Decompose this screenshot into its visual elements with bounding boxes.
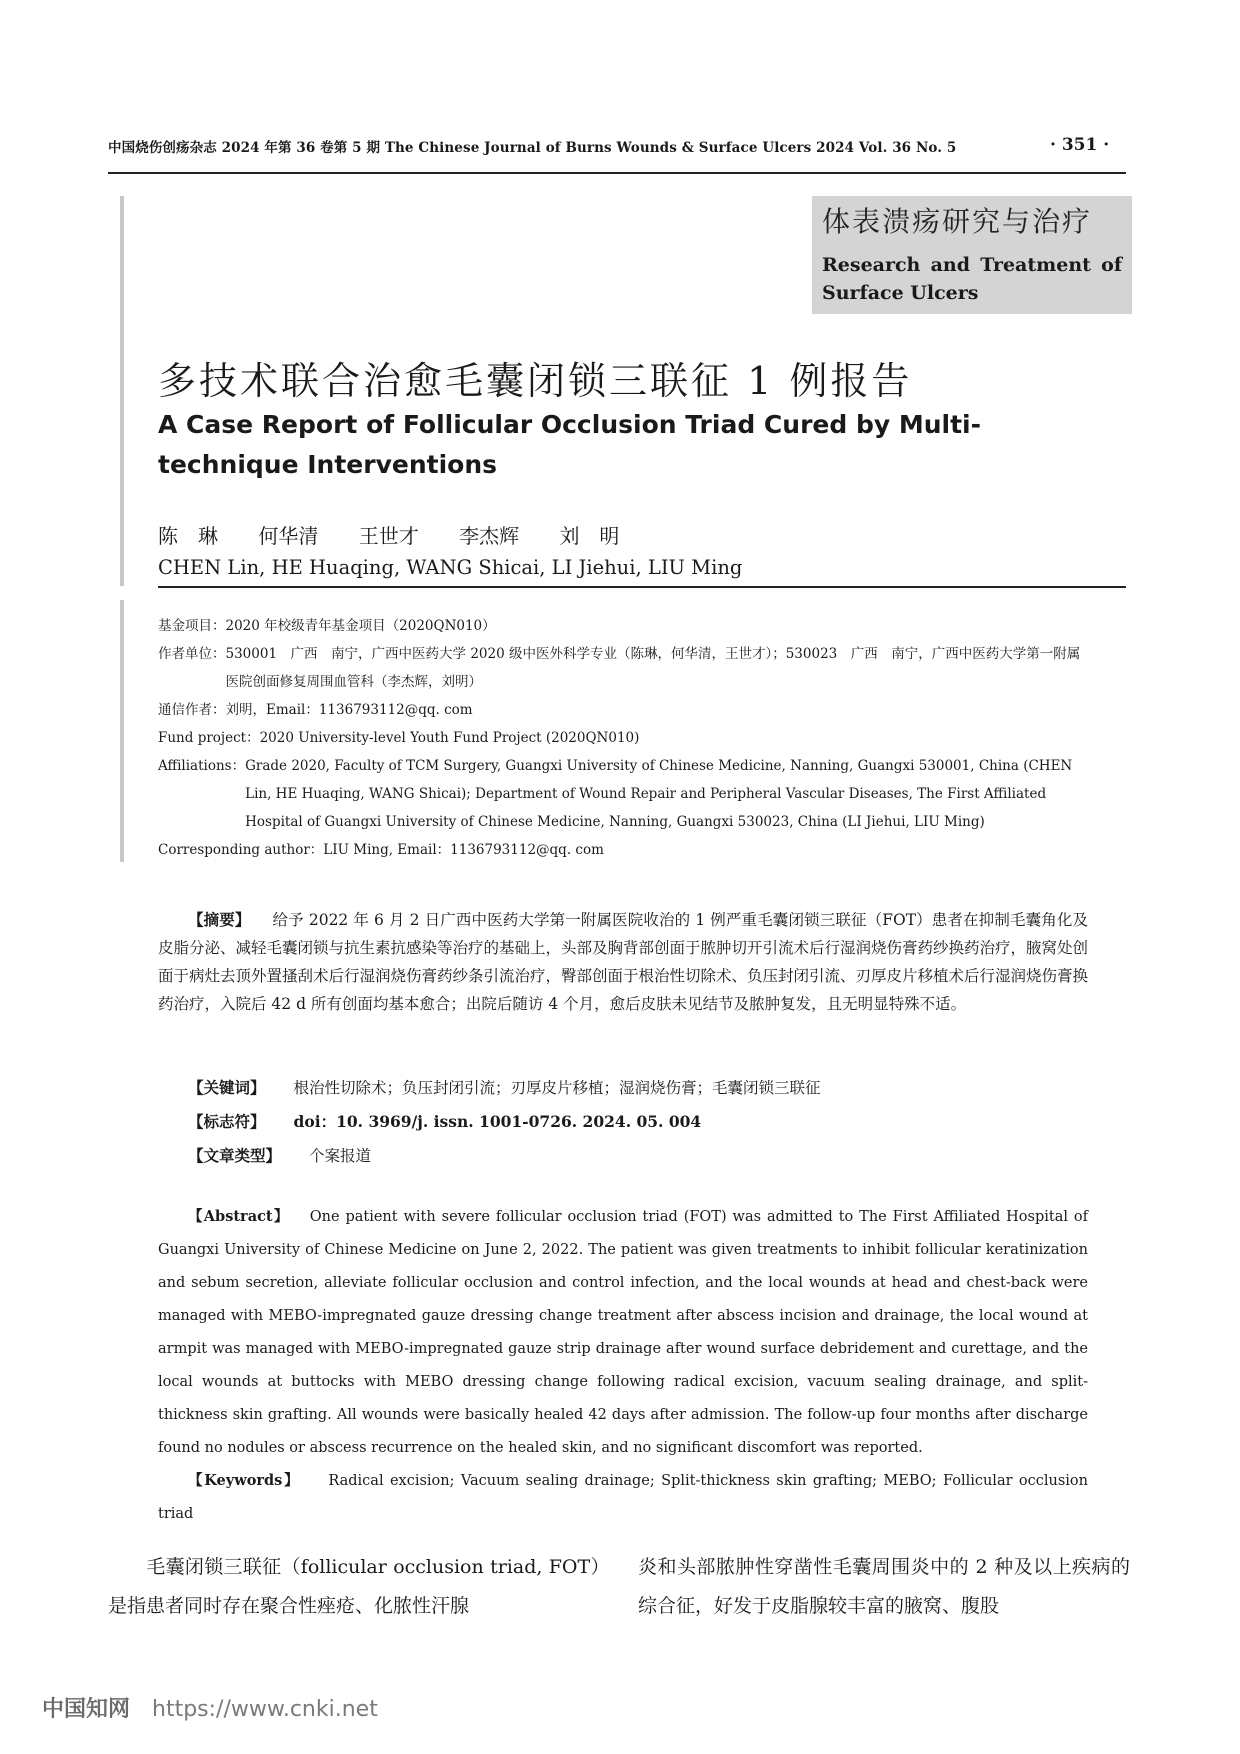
keywords-en-label: 【Keywords】: [188, 1472, 301, 1489]
article-title-en: A Case Report of Follicular Occlusion Triad Cured by Multi-technique Interventions: [158, 410, 981, 479]
column-name-cn: 体表溃疡研究与治疗: [822, 205, 1093, 238]
column-name-en-line2: Surface Ulcers: [822, 282, 979, 304]
corresponding-en-row: [158, 836, 1088, 864]
body-text-right-column: 炎和头部脓肿性穿凿性毛囊周围炎中的 2 种及以上疾病的综合征，好发于皮脂腺较丰富的腋窝、腹股: [638, 1556, 1130, 1617]
abstract-cn-label: 【摘要】: [188, 910, 251, 929]
author-cn: 王世才: [358, 524, 419, 548]
abstract-en-text: One patient with severe follicular occlusion triad (FOT) was admitted to The First Affiliated Hospital of Guangxi University of Chinese Medicine on June 2, 2022. The patient was given treatments to inhibit follicular keratinization and sebum secretion, alleviate follicular occlusion and control infection, and the local wounds at head and chest-back were managed with MEBO-impregnated gauze dressing change treatment after abscess incision and drainage, the local wound at armpit was managed with MEBO-impregnated gauze strip drainage after wound surface debridement and curettage, and the local wounds at buttocks with MEBO dressing change following radical excision, vacuum sealing drainage, and split-thickness skin grafting. All wounds were basically healed 42 days after admission. The follow-up four months after discharge found no nodules or abscess recurrence on the healed skin, and no significant discomfort was reported.: [158, 1209, 1089, 1456]
watermark: [42, 1692, 378, 1723]
keywords-cn-label: 【关键词】: [188, 1078, 266, 1097]
keywords-cn: [188, 1076, 821, 1098]
body-text-left-column: [108, 1548, 600, 1626]
abstract-en: [158, 1200, 1088, 1465]
article-title-cn: 多技术联合治愈毛囊闭锁三联征 1 例报告: [158, 359, 913, 403]
corresponding-en-label: Corresponding author：: [158, 842, 324, 858]
authors-cn: [158, 520, 653, 549]
column-side-bar: [120, 196, 124, 316]
author-cn: 何华清: [258, 524, 319, 548]
affiliation-en-value: Grade 2020, Faculty of TCM Surgery, Guangxi University of Chinese Medicine, Nanning, Guangxi 530001, China (CHEN Lin, HE Huaqing, WANG Shicai); Department of Wound Repair and Peripheral Vascular Diseases, The First Affiliated Hospital of Guangxi University of Chinese Medicine, Nanning, Guangxi 530023, China (LI Jiehui, LIU Ming): [245, 758, 1073, 830]
watermark-brand: 中国知网: [42, 1697, 131, 1722]
abstract-en-label: 【Abstract】: [188, 1208, 290, 1225]
header-rule: [108, 172, 1126, 174]
affiliation-en-label: Affiliations：: [158, 758, 246, 774]
info-side-bar: [120, 600, 124, 862]
corresponding-row: [158, 696, 1088, 724]
affiliation-row: [158, 640, 1088, 696]
doi-row: [188, 1110, 701, 1132]
watermark-url: https://www.cnki.net: [152, 1697, 378, 1722]
fund-en-row: [158, 724, 1088, 752]
fund-row: [158, 612, 1088, 640]
article-info: [158, 612, 1088, 864]
authors-rule: [158, 586, 1126, 588]
article-type-label: 【文章类型】: [188, 1146, 282, 1165]
title-side-bar: [120, 316, 124, 586]
author-cn: 李杰辉: [459, 524, 520, 548]
author-cn: 陈 琳: [158, 524, 218, 548]
fund-value: 2020 年校级青年基金项目（2020QN010）: [225, 618, 496, 634]
abstract-cn-text: 给予 2022 年 6 月 2 日广西中医药大学第一附属医院收治的 1 例严重毛囊闭锁三联征（FOT）患者在抑制毛囊角化及皮脂分泌、减轻毛囊闭锁与抗生素抗感染等治疗的基础上，头部及胸背部创面于脓肿切开引流术后行湿润烧伤膏药纱换药治疗，腋窝处创面于病灶去顶外置搔刮术后行湿润烧伤膏药纱条引流治疗，臀部创面于根治性切除术、负压封闭引流、刃厚皮片移植术后行湿润烧伤膏换药治疗，入院后 42 d 所有创面均基本愈合；出院后随访 4 个月，愈后皮肤未见结节及脓肿复发，且无明显特殊不适。: [158, 911, 1089, 1013]
article-type-row: [188, 1144, 371, 1166]
doi-label: 【标志符】: [188, 1112, 266, 1131]
corresponding-value: 刘明，Email：1136793112@qq. com: [225, 702, 473, 718]
affiliation-en-row: [158, 752, 1088, 836]
authors-en: CHEN Lin, HE Huaqing, WANG Shicai, LI Jiehui, LIU Ming: [158, 556, 743, 579]
body-left-text: 毛囊闭锁三联征（follicular occlusion triad, FOT）是指患者同时存在聚合性痤疮、化脓性汗腺: [108, 1556, 600, 1617]
corresponding-label: 通信作者：: [158, 702, 226, 718]
keywords-en: [158, 1464, 1088, 1531]
fund-en-label: Fund project：: [158, 730, 260, 746]
doi-value: doi：10. 3969/j. issn. 1001-0726. 2024. 05. 004: [293, 1112, 702, 1131]
affiliation-value: 530001 广西 南宁，广西中医药大学 2020 级中医外科学专业（陈琳，何华清，王世才）；530023 广西 南宁，广西中医药大学第一附属医院创面修复周围血管科（李杰辉，刘明）: [225, 646, 1081, 690]
page-number: · 351 ·: [1050, 135, 1110, 155]
keywords-cn-value: 根治性切除术；负压封闭引流；刃厚皮片移植；湿润烧伤膏；毛囊闭锁三联征: [293, 1079, 821, 1097]
corresponding-en-value: LIU Ming, Email：1136793112@qq. com: [323, 842, 604, 858]
keywords-en-value: Radical excision; Vacuum sealing drainage; Split-thickness skin grafting; MEBO; Follicular occlusion triad: [158, 1473, 1089, 1522]
fund-en-value: 2020 University-level Youth Fund Project (2020QN010): [259, 730, 640, 746]
column-name-en-line1: Research and Treatment of: [822, 254, 1122, 276]
fund-label: 基金项目：: [158, 618, 226, 634]
abstract-cn: [158, 906, 1088, 1018]
article-type-value: 个案报道: [309, 1147, 372, 1165]
author-cn: 刘 明: [559, 524, 620, 548]
running-header: 中国烧伤创疡杂志 2024 年第 36 卷第 5 期 The Chinese Journal of Burns Wounds & Surface Ulcers 2024 Vol. 36 No. 5: [108, 140, 957, 156]
affiliation-label: 作者单位：: [158, 646, 226, 662]
